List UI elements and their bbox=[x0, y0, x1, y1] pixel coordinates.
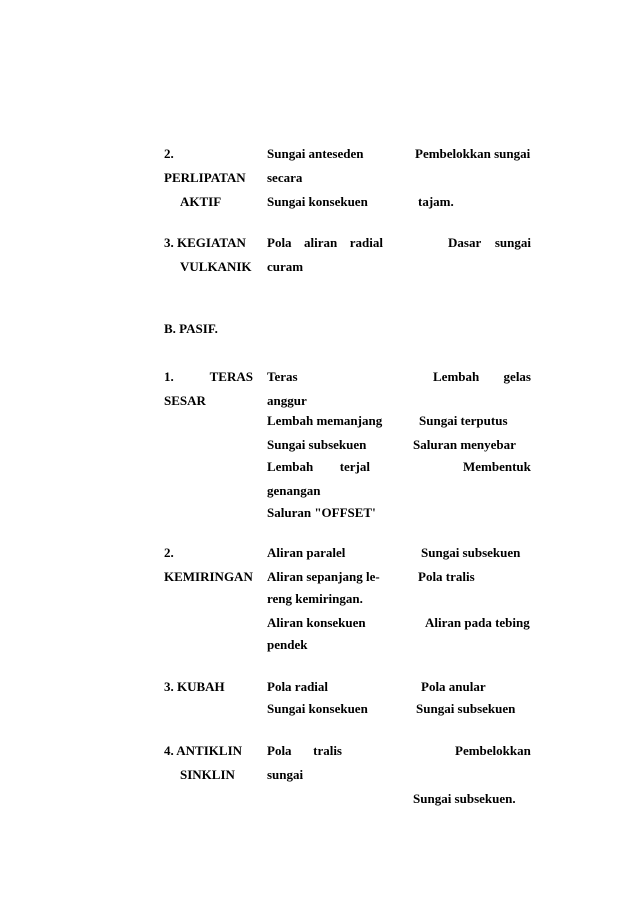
word: aliran bbox=[304, 235, 338, 250]
row-name-line2: VULKANIK bbox=[180, 259, 252, 274]
word: radial bbox=[349, 235, 383, 250]
word: gelas bbox=[503, 369, 531, 384]
word: terjal bbox=[339, 459, 370, 474]
word: Lembah bbox=[267, 459, 314, 474]
row-name-line1: PERLIPATAN bbox=[164, 170, 246, 185]
word: TERAS bbox=[209, 369, 253, 384]
row-name: 3. KUBAH bbox=[164, 679, 225, 694]
right-text: Pembelokkan sungai bbox=[415, 146, 531, 161]
row-name-line1 bbox=[164, 369, 253, 384]
right-text: tajam. bbox=[418, 194, 454, 209]
mid-text: secara bbox=[267, 170, 303, 185]
mid-justified-line bbox=[267, 459, 370, 474]
mid-text: Lembah memanjang bbox=[267, 413, 383, 428]
mid-text: curam bbox=[267, 259, 304, 274]
right-text: Sungai subsekuen. bbox=[413, 791, 516, 806]
right-text: Sungai subsekuen bbox=[421, 545, 521, 560]
mid-text: Saluran "OFFSET' bbox=[267, 505, 376, 520]
row-name-line2: AKTIF bbox=[180, 194, 222, 209]
mid-text: pendek bbox=[267, 637, 308, 652]
mid-text: sungai bbox=[267, 767, 304, 782]
row-name-line1: 4. ANTIKLIN bbox=[164, 743, 243, 758]
right-text: Sungai subsekuen bbox=[416, 701, 516, 716]
mid-text: genangan bbox=[267, 483, 321, 498]
section-heading: B. PASIF. bbox=[164, 321, 218, 336]
row-name-line1: 3. KEGIATAN bbox=[164, 235, 246, 250]
mid-text: anggur bbox=[267, 393, 307, 408]
word: Dasar bbox=[448, 235, 482, 250]
word: tralis bbox=[313, 743, 342, 758]
row-name-line2: SESAR bbox=[164, 393, 206, 408]
right-justified-line bbox=[448, 235, 531, 250]
row-name-line2: SINKLIN bbox=[180, 767, 235, 782]
right-text: Aliran pada tebing bbox=[425, 615, 530, 630]
row-number: 2. bbox=[164, 545, 174, 560]
word: sungai bbox=[494, 235, 531, 250]
mid-text: Aliran sepanjang le- bbox=[267, 569, 380, 584]
mid-justified-line bbox=[267, 235, 383, 250]
mid-text: Sungai konsekuen bbox=[267, 701, 368, 716]
mid-text: Aliran paralel bbox=[267, 545, 346, 560]
right-text: Sungai terputus bbox=[419, 413, 508, 428]
right-text: Pembelokkan bbox=[455, 743, 531, 758]
right-text: Pola tralis bbox=[418, 569, 475, 584]
mid-justified-line bbox=[267, 743, 342, 758]
right-text: Membentuk bbox=[463, 459, 531, 474]
word: Pola bbox=[267, 743, 292, 758]
row-number: 2. bbox=[164, 146, 174, 161]
mid-text: Sungai konsekuen bbox=[267, 194, 368, 209]
mid-text: Aliran konsekuen bbox=[267, 615, 366, 630]
mid-text: Pola radial bbox=[267, 679, 329, 694]
row-name-line2: KEMIRINGAN bbox=[164, 569, 253, 584]
right-text: Saluran menyebar bbox=[413, 437, 516, 452]
mid-text: Sungai anteseden bbox=[267, 146, 364, 161]
mid-text: reng kemiringan. bbox=[267, 591, 363, 606]
right-justified-line bbox=[433, 369, 531, 384]
mid-text: Teras bbox=[267, 369, 298, 384]
word: Lembah bbox=[433, 369, 480, 384]
word: Pola bbox=[267, 235, 292, 250]
right-text: Pola anular bbox=[421, 679, 486, 694]
mid-text: Sungai subsekuen bbox=[267, 437, 367, 452]
word: 1. bbox=[164, 369, 174, 384]
